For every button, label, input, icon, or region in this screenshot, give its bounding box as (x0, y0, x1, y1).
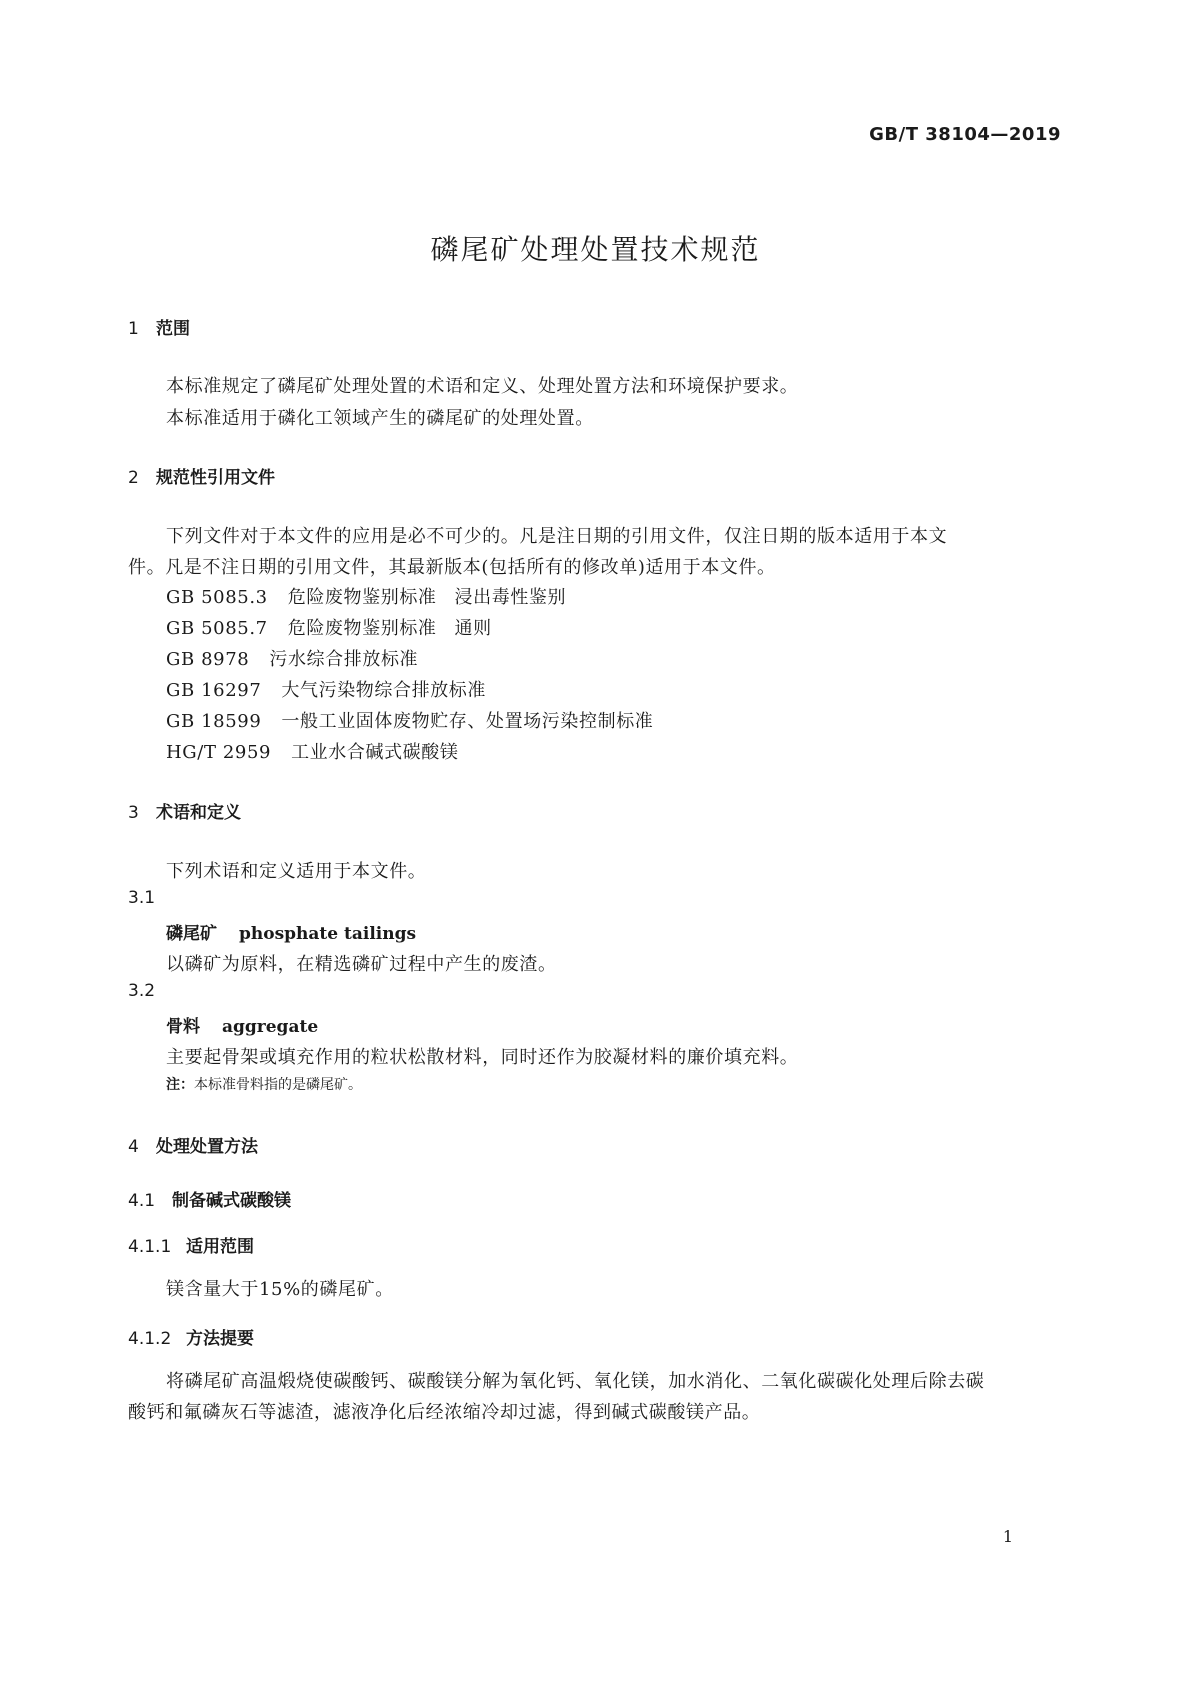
section-2-heading (128, 463, 275, 488)
section-title: 适用范围 (186, 1237, 254, 1257)
section-title: 术语和定义 (156, 803, 241, 823)
reference-item (166, 614, 492, 640)
s3-intro: 下列术语和定义适用于本文件。 (166, 861, 427, 882)
reference-code: GB 8978 (166, 649, 250, 670)
reference-code: GB 5085.3 (166, 587, 268, 608)
s412-line-2: 酸钙和氟磷灰石等滤渣，滤液净化后经浓缩冷却过滤，得到碱式碳酸镁产品。 (128, 1402, 761, 1423)
term-number: 3.2 (128, 981, 156, 1001)
term-number: 3.1 (128, 888, 156, 908)
note-text: 本标准骨料指的是磷尾矿。 (194, 1077, 362, 1093)
reference-subtitle: 浸出毒性鉴别 (454, 587, 567, 608)
term-chinese: 磷尾矿 (166, 924, 217, 944)
reference-name: 危险废物鉴别标准 (287, 618, 437, 639)
term-note (166, 1074, 362, 1094)
section-title: 规范性引用文件 (156, 468, 275, 488)
s411-text: 镁含量大于15%的磷尾矿。 (166, 1279, 394, 1300)
reference-name: 工业水合碱式碳酸镁 (291, 742, 459, 763)
term-title (166, 919, 416, 944)
section-number: 4.1.1 (128, 1237, 172, 1257)
reference-item (166, 583, 566, 609)
term-chinese: 骨料 (166, 1017, 200, 1037)
section-title: 制备碱式碳酸镁 (172, 1191, 291, 1211)
page-number: 1 (1002, 1527, 1013, 1546)
term-definition: 以磷矿为原料，在精选磷矿过程中产生的废渣。 (166, 954, 557, 975)
section-number: 3 (128, 803, 139, 823)
reference-code: GB 5085.7 (166, 618, 268, 639)
subsection-4-1-heading (128, 1186, 291, 1211)
s1-paragraph-2: 本标准适用于磷化工领域产生的磷尾矿的处理处置。 (166, 408, 594, 429)
reference-code: HG/T 2959 (166, 742, 272, 763)
reference-name: 一般工业固体废物贮存、处置场污染控制标准 (281, 711, 654, 732)
reference-name: 污水综合排放标准 (269, 649, 419, 670)
term-title (166, 1012, 318, 1037)
s2-paragraph-line-1: 下列文件对于本文件的应用是必不可少的。凡是注日期的引用文件，仅注日期的版本适用于本文 (166, 526, 948, 547)
section-number: 2 (128, 468, 139, 488)
term-english: phosphate tailings (239, 924, 417, 944)
s412-line-1: 将磷尾矿高温煅烧使碳酸钙、碳酸镁分解为氧化钙、氧化镁，加水消化、二氧化碳碳化处理后除去碳 (166, 1371, 985, 1392)
reference-name: 大气污染物综合排放标准 (281, 680, 486, 701)
term-english: aggregate (222, 1017, 319, 1037)
subsection-4-1-1-heading (128, 1232, 254, 1257)
section-title: 范围 (156, 319, 190, 339)
section-4-heading (128, 1132, 258, 1157)
document-title: 磷尾矿处理处置技术规范 (430, 233, 761, 266)
section-3-heading (128, 798, 241, 823)
section-title: 处理处置方法 (156, 1137, 258, 1157)
note-label: 注： (166, 1077, 194, 1093)
subsection-4-1-2-heading (128, 1324, 254, 1349)
reference-item (166, 676, 486, 702)
reference-item (166, 738, 458, 764)
reference-code: GB 16297 (166, 680, 262, 701)
reference-name: 危险废物鉴别标准 (287, 587, 437, 608)
section-number: 1 (128, 319, 139, 339)
standard-code: GB/T 38104—2019 (869, 124, 1061, 145)
reference-item (166, 645, 418, 671)
term-definition: 主要起骨架或填充作用的粒状松散材料，同时还作为胶凝材料的廉价填充料。 (166, 1047, 799, 1068)
section-title: 方法提要 (186, 1329, 254, 1349)
section-number: 4 (128, 1137, 139, 1157)
section-number: 4.1 (128, 1191, 156, 1211)
s2-paragraph-line-2: 件。凡是不注日期的引用文件，其最新版本(包括所有的修改单)适用于本文件。 (128, 557, 776, 578)
reference-code: GB 18599 (166, 711, 262, 732)
s1-paragraph-1: 本标准规定了磷尾矿处理处置的术语和定义、处理处置方法和环境保护要求。 (166, 376, 799, 397)
reference-item (166, 707, 653, 733)
reference-subtitle: 通则 (454, 618, 492, 639)
section-number: 4.1.2 (128, 1329, 172, 1349)
section-1-heading (128, 314, 190, 339)
